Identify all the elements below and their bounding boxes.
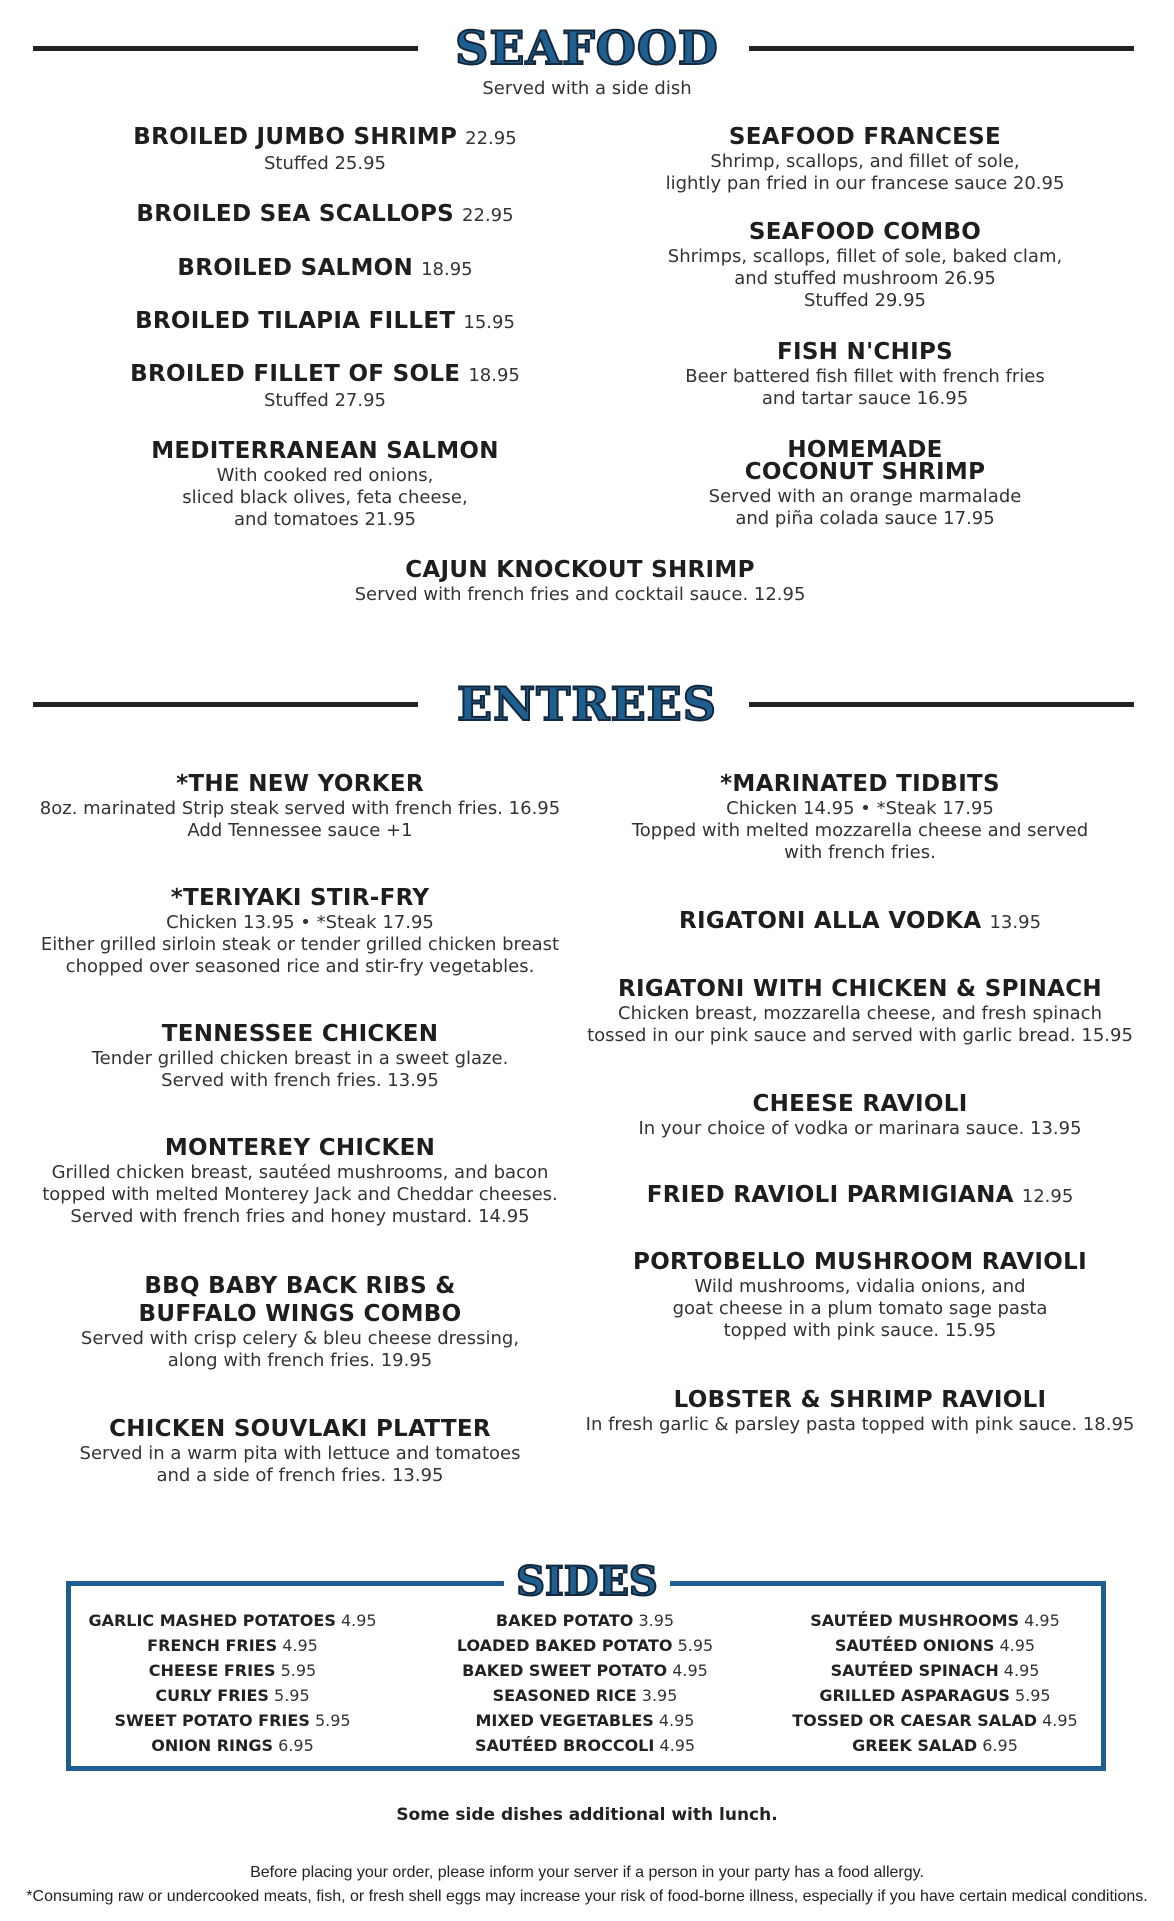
side-item: TOSSED OR CAESAR SALAD 4.95 (792, 1711, 1078, 1730)
item-desc: Beer battered fish fillet with french fries (685, 366, 1045, 387)
item-desc: Either grilled sirloin steak or tender grilled chicken breast (40, 934, 560, 955)
item-desc: Stuffed 29.95 (803, 290, 927, 311)
side-item: SAUTÉED MUSHROOMS 4.95 (810, 1611, 1060, 1630)
item-desc: goat cheese in a plum tomato sage pasta (672, 1298, 1048, 1319)
item-desc: tossed in our pink sauce and served with garlic bread. 15.95 (587, 1025, 1133, 1046)
item-desc: topped with melted Monterey Jack and Cheddar cheeses. (42, 1184, 558, 1205)
menu-item (30, 884, 570, 978)
side-item: FRENCH FRIES 4.95 (147, 1636, 318, 1655)
item-price: 15.95 (463, 312, 515, 333)
menu-item (80, 200, 570, 230)
item-name: MEDITERRANEAN SALMON (151, 438, 499, 464)
item-desc: Chicken 14.95 • *Steak 17.95 (726, 798, 994, 819)
item-desc: Grilled chicken breast, sautéed mushrooms, and bacon (51, 1162, 549, 1183)
side-item: SAUTÉED SPINACH 4.95 (830, 1661, 1040, 1680)
item-price: 22.95 (465, 128, 517, 149)
item-name: SEAFOOD COMBO (748, 219, 982, 245)
item-desc: Chicken 13.95 • *Steak 17.95 (166, 912, 434, 933)
sides-column-1 (80, 1608, 385, 1758)
item-name: BROILED JUMBO SHRIMP (133, 124, 458, 150)
item-desc: and piña colada sauce 17.95 (735, 508, 995, 529)
item-desc: Served with french fries and honey mustard. 14.95 (70, 1206, 530, 1227)
sides-column-3 (780, 1608, 1090, 1758)
item-price: 22.95 (462, 205, 514, 226)
item-name: BBQ BABY BACK RIBS & (144, 1273, 456, 1299)
item-desc: Tender grilled chicken breast in a sweet glaze. (91, 1048, 509, 1069)
item-desc: along with french fries. 19.95 (167, 1350, 433, 1371)
lunch-note: Some side dishes additional with lunch. (396, 1805, 778, 1825)
item-name: FRIED RAVIOLI PARMIGIANA (646, 1182, 1014, 1208)
side-item: SAUTÉED BROCCOLI 4.95 (474, 1736, 696, 1755)
item-desc: With cooked red onions, (216, 465, 434, 486)
item-name: SEAFOOD FRANCESE (728, 124, 1002, 150)
item-price: 13.95 (989, 912, 1042, 933)
entrees-left-column (30, 770, 570, 1500)
item-desc: Chicken breast, mozzarella cheese, and fresh spinach (618, 1003, 1102, 1024)
seafood-header (0, 20, 1174, 76)
item-desc: Served with an orange marmalade (708, 486, 1022, 507)
side-item: SAUTÉED ONIONS 4.95 (834, 1636, 1036, 1655)
menu-item (80, 360, 570, 412)
seafood-left-column (80, 120, 570, 540)
item-name: CHEESE RAVIOLI (752, 1091, 968, 1117)
entrees-title: ENTREES (457, 677, 717, 731)
side-item: SWEET POTATO FRIES 5.95 (114, 1711, 351, 1730)
raw-food-warning: *Consuming raw or undercooked meats, fish, or fresh shell eggs may increase your risk of food-borne illness, especially if you have certain medical conditions. (26, 1888, 1148, 1905)
menu-item (585, 1386, 1135, 1436)
item-name: CAJUN KNOCKOUT SHRIMP (405, 557, 755, 583)
header-rule-right (749, 702, 1134, 707)
menu-item (585, 1181, 1135, 1211)
item-name: BROILED SALMON (177, 255, 414, 281)
menu-item (620, 123, 1110, 195)
item-name: CHICKEN SOUVLAKI PLATTER (109, 1416, 491, 1442)
item-desc: lightly pan fried in our francese sauce 20.95 (665, 173, 1065, 194)
item-price: 18.95 (468, 365, 520, 386)
menu-item (585, 770, 1135, 864)
item-desc: Topped with melted mozzarella cheese and served (631, 820, 1089, 841)
item-desc: In fresh garlic & parsley pasta topped with pink sauce. 18.95 (585, 1414, 1135, 1435)
item-desc: Wild mushrooms, vidalia onions, and (694, 1276, 1026, 1297)
allergy-note: Before placing your order, please inform your server if a person in your party has a food allergy. (250, 1864, 924, 1881)
seafood-title: SEAFOOD (455, 21, 719, 75)
menu-item (80, 254, 570, 284)
menu-item (30, 1134, 570, 1228)
item-name: *THE NEW YORKER (176, 771, 424, 797)
item-desc: Stuffed 25.95 (263, 153, 387, 174)
item-desc: and tomatoes 21.95 (234, 509, 416, 530)
item-desc: and stuffed mushroom 26.95 (734, 268, 996, 289)
item-price: 12.95 (1021, 1186, 1074, 1207)
item-name: PORTOBELLO MUSHROOM RAVIOLI (633, 1249, 1087, 1275)
item-desc: Served with french fries and cocktail sauce. 12.95 (354, 584, 806, 605)
side-item: CURLY FRIES 5.95 (155, 1686, 310, 1705)
side-item: MIXED VEGETABLES 4.95 (475, 1711, 695, 1730)
item-desc: Served in a warm pita with lettuce and tomatoes (79, 1443, 521, 1464)
seafood-center-item (280, 556, 880, 616)
item-desc: In your choice of vodka or marinara sauce. 13.95 (638, 1118, 1082, 1139)
menu-item (585, 907, 1135, 937)
item-desc: Add Tennessee sauce +1 (187, 820, 413, 841)
item-price: 18.95 (421, 259, 473, 280)
menu-item (80, 123, 570, 175)
item-name: FISH N'CHIPS (776, 339, 954, 365)
entrees-right-column (585, 770, 1135, 1450)
item-name: *TERIYAKI STIR-FRY (170, 885, 430, 911)
side-item: GREEK SALAD 6.95 (852, 1736, 1018, 1755)
sides-column-2 (430, 1608, 740, 1758)
item-name: TENNESSEE CHICKEN (161, 1021, 439, 1047)
menu-item (620, 338, 1110, 410)
side-item: SEASONED RICE 3.95 (492, 1686, 678, 1705)
side-item: GARLIC MASHED POTATOES 4.95 (88, 1611, 377, 1630)
menu-item (620, 436, 1110, 530)
menu-item (585, 975, 1135, 1047)
item-desc: sliced black olives, feta cheese, (182, 487, 468, 508)
menu-item (585, 1090, 1135, 1140)
seafood-right-column (620, 120, 1110, 540)
item-name: HOMEMADE (787, 437, 943, 463)
item-desc: Shrimp, scallops, and fillet of sole, (710, 151, 1020, 172)
menu-item (80, 437, 570, 531)
item-name: COCONUT SHRIMP (744, 459, 986, 485)
item-desc: chopped over seasoned rice and stir-fry vegetables. (65, 956, 535, 977)
item-name: BUFFALO WINGS COMBO (138, 1301, 462, 1327)
sides-title: SIDES (504, 1558, 670, 1606)
menu-item (30, 1020, 570, 1092)
item-desc: and a side of french fries. 13.95 (156, 1465, 444, 1486)
side-item: BAKED POTATO 3.95 (495, 1611, 675, 1630)
item-desc: Served with crisp celery & bleu cheese dressing, (80, 1328, 520, 1349)
menu-item (30, 770, 570, 842)
item-name: BROILED TILAPIA FILLET (135, 308, 456, 334)
item-name: LOBSTER & SHRIMP RAVIOLI (673, 1387, 1047, 1413)
side-item: GRILLED ASPARAGUS 5.95 (819, 1686, 1051, 1705)
item-desc: Stuffed 27.95 (263, 390, 387, 411)
header-rule-right (749, 46, 1134, 51)
item-name: MONTEREY CHICKEN (164, 1135, 436, 1161)
side-item: CHEESE FRIES 5.95 (148, 1661, 317, 1680)
item-desc: Shrimps, scallops, fillet of sole, baked clam, (667, 246, 1063, 267)
entrees-header (0, 676, 1174, 732)
item-name: RIGATONI ALLA VODKA (678, 908, 982, 934)
item-desc: Served with french fries. 13.95 (161, 1070, 439, 1091)
menu-item (30, 1272, 570, 1372)
item-name: BROILED SEA SCALLOPS (136, 201, 455, 227)
menu-item (80, 307, 570, 337)
menu-item (30, 1415, 570, 1487)
menu-item (585, 1248, 1135, 1342)
item-name: *MARINATED TIDBITS (720, 771, 1000, 797)
side-item: LOADED BAKED POTATO 5.95 (456, 1636, 714, 1655)
item-desc: with french fries. (784, 842, 936, 863)
item-desc: and tartar sauce 16.95 (761, 388, 969, 409)
side-item: ONION RINGS 6.95 (151, 1736, 314, 1755)
menu-item (620, 218, 1110, 312)
item-name: RIGATONI WITH CHICKEN & SPINACH (618, 976, 1102, 1002)
seafood-subtitle: Served with a side dish (482, 78, 692, 99)
item-desc: topped with pink sauce. 15.95 (723, 1320, 997, 1341)
side-item: BAKED SWEET POTATO 4.95 (462, 1661, 708, 1680)
item-desc: 8oz. marinated Strip steak served with french fries. 16.95 (39, 798, 561, 819)
sides-header (0, 1558, 1174, 1606)
item-name: BROILED FILLET OF SOLE (130, 361, 461, 387)
